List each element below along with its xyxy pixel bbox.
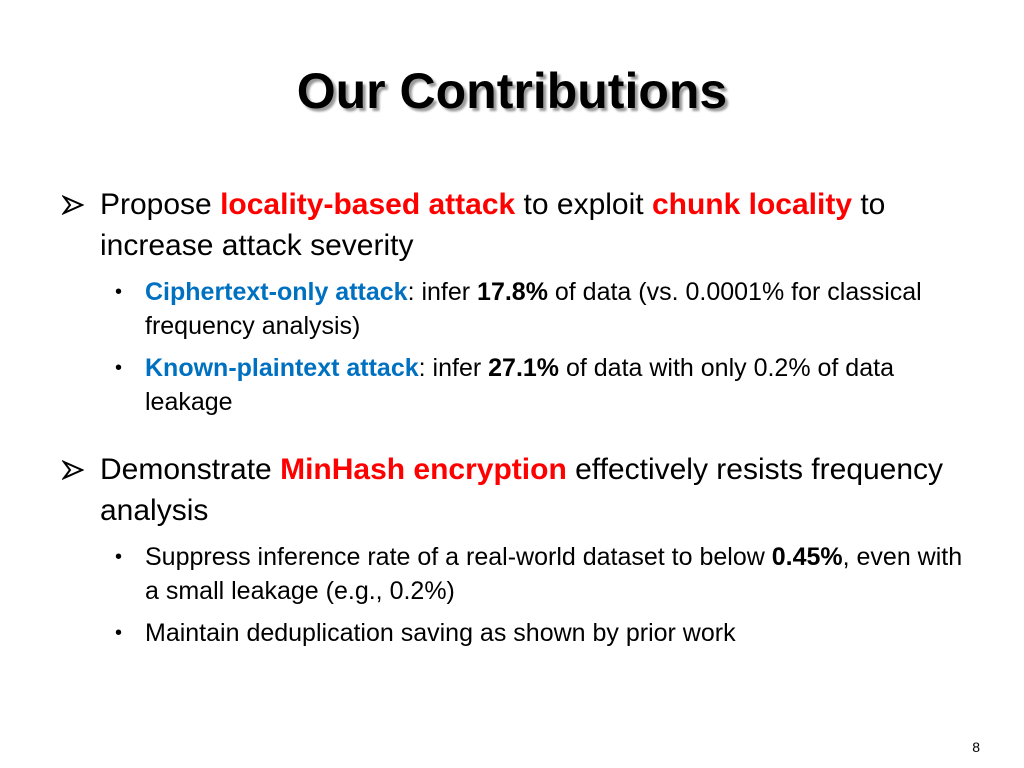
point1-text: Propose bbox=[100, 188, 221, 221]
sub-bullet-text: : infer bbox=[418, 354, 489, 382]
sub-bullet-ciphertext bbox=[107, 275, 972, 343]
minhash-encryption-text: MinHash encryption bbox=[280, 453, 567, 486]
slide-title: Our Contributions bbox=[296, 63, 728, 119]
known-plaintext-attack-text: Known-plaintext attack bbox=[145, 354, 419, 382]
bullet-point-2 bbox=[62, 449, 972, 531]
ciphertext-only-attack-text: Ciphertext-only attack bbox=[145, 278, 408, 306]
slide-body bbox=[62, 184, 972, 658]
dot-bullet-icon: • bbox=[115, 357, 123, 379]
inference-rate-percentage: 0.45% bbox=[771, 543, 843, 571]
arrow-bullet-icon bbox=[62, 449, 90, 490]
sub-bullet-text: Maintain deduplication saving as shown by prior work bbox=[145, 619, 736, 647]
point2-sublist bbox=[62, 540, 972, 650]
point1-text: to exploit bbox=[515, 188, 652, 221]
point2-text: effectively resists frequency analysis bbox=[100, 453, 944, 527]
sub-bullet-text: Suppress inference rate of a real-world dataset to below bbox=[145, 543, 772, 571]
sub-bullet-text: : infer bbox=[407, 278, 478, 306]
point1-sublist bbox=[62, 275, 972, 419]
ciphertext-percentage: 17.8% bbox=[477, 278, 548, 306]
arrow-bullet-icon bbox=[62, 184, 90, 225]
dot-bullet-icon: • bbox=[115, 546, 123, 568]
sub-bullet-text: of data with only 0.2% of data leakage bbox=[145, 354, 894, 416]
locality-based-attack-text: locality-based attack bbox=[220, 188, 516, 221]
sub-bullet-text: of data (vs. 0.0001% for classical frequency analysis) bbox=[145, 278, 922, 340]
point1-text: to increase attack severity bbox=[100, 188, 886, 262]
page-number: 8 bbox=[972, 739, 980, 755]
point2-text: Demonstrate bbox=[100, 453, 281, 486]
bullet-point-1 bbox=[62, 184, 972, 266]
sub-bullet-suppress bbox=[107, 540, 972, 608]
dot-bullet-icon: • bbox=[115, 281, 123, 303]
sub-bullet-maintain bbox=[107, 616, 972, 650]
chunk-locality-text: chunk locality bbox=[651, 188, 853, 221]
known-plaintext-percentage: 27.1% bbox=[488, 354, 560, 382]
sub-bullet-known-plaintext bbox=[107, 351, 972, 419]
sub-bullet-text: , even with a small leakage (e.g., 0.2%) bbox=[145, 543, 963, 605]
dot-bullet-icon: • bbox=[115, 622, 123, 644]
